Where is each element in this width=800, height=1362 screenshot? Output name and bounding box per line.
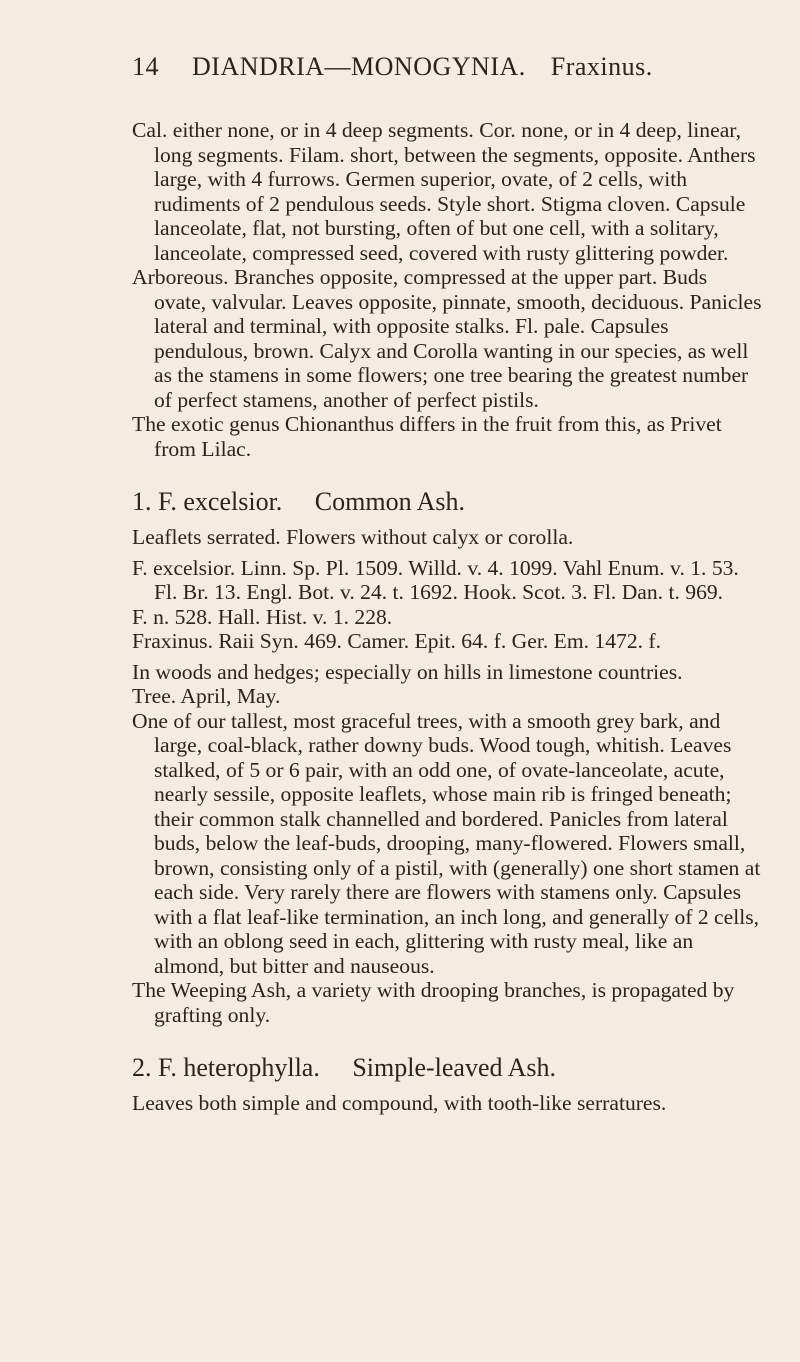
species-duration: Tree. April, May. (132, 684, 281, 708)
genus-header: Fraxinus. (550, 52, 653, 81)
species-number: 1. (132, 487, 152, 516)
spacer (132, 1027, 762, 1053)
page-body (132, 118, 762, 1116)
genus-habit-paragraph: Arboreous. Branches opposite, compressed at the upper part. Buds ovate, valvular. Leaves opposite, pinnate, smooth, deciduous. Panicles lateral and terminal, with opposite stalks. Fl. pale. Capsules pendulous, brown. Calyx and Corolla wanting in our species, as well as the stamens in some flowers; one tree bearing the greatest number of perfect stamens, another of perfect pistils. (132, 265, 762, 412)
species-heading-1 (132, 487, 762, 517)
species-common-name: Common Ash. (314, 487, 466, 516)
species-common-name: Simple-leaved Ash. (352, 1053, 556, 1082)
page-number: 14 (132, 52, 159, 81)
species-diagnosis: Leaflets serrated. Flowers without calyx or corolla. (132, 525, 574, 549)
species-name: F. excelsior. (158, 487, 283, 516)
spacer (132, 461, 762, 487)
species-habitat: In woods and hedges; especially on hills in limestone countries. (132, 659, 683, 684)
species-reference: F. excelsior. Linn. Sp. Pl. 1509. Willd. v. 4. 1099. Vahl Enum. v. 1. 53. Fl. Br. 13. Engl. Bot. v. 24. t. 1692. Hook. Scot. 3. Fl. Dan. t. 969. (132, 555, 739, 604)
species-heading-2 (132, 1053, 762, 1083)
running-title: DIANDRIA—MONOGYNIA. (192, 52, 526, 81)
running-header (132, 52, 732, 82)
genus-note-paragraph: The exotic genus Chionanthus differs in the fruit from this, as Privet from Lilac. (132, 412, 722, 461)
species-reference: F. n. 528. Hall. Hist. v. 1. 228. (132, 604, 393, 629)
genus-character-paragraph: Cal. either none, or in 4 deep segments. Cor. none, or in 4 deep, linear, long segments. Filam. short, between the segments, opposite. Anthers large, with 4 furrows. Germen superior, ovate, of 2 cells, with rudiments of 2 pendulous seeds. Style short. Stigma cloven. Capsule lanceolate, flat, not bursting, often of but one cell, with a solitary, lanceolate, compressed seed, covered with rusty glittering powder. (132, 118, 756, 265)
species-number: 2. (132, 1053, 152, 1082)
species-reference: Fraxinus. Raii Syn. 469. Camer. Epit. 64. f. Ger. Em. 1472. f. (132, 629, 662, 653)
species-description: One of our tallest, most graceful trees, with a smooth grey bark, and large, coal-black, rather downy buds. Wood tough, whitish. Leaves stalked, of 5 or 6 pair, with an odd one, of ovate-lanceolate, acute, nearly sessile, opposite leaflets, whose main rib is fringed beneath; their common stalk channelled and bordered. Panicles from lateral buds, below the leaf-buds, drooping, many-flowered. Flowers small, brown, consisting only of a pistil, with (generally) one short stamen at each side. Very rarely there are flowers with stamens only. Capsules with a flat leaf-like termination, an inch long, and generally of 2 cells, with an oblong seed in each, glittering with rusty meal, like an almond, but bitter and nauseous. (132, 708, 761, 978)
species-variety-note: The Weeping Ash, a variety with drooping branches, is propagated by grafting only. (132, 978, 735, 1027)
species-diagnosis: Leaves both simple and compound, with tooth-like serratures. (132, 1091, 667, 1115)
species-name: F. heterophylla. (158, 1053, 320, 1082)
